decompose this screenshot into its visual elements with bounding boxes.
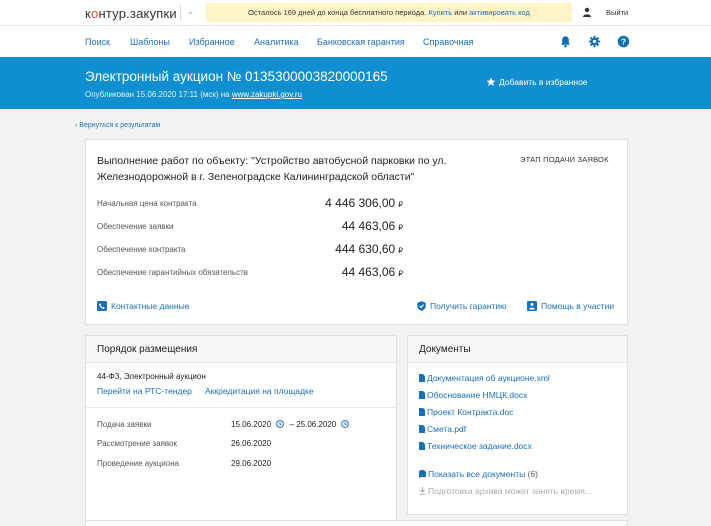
svg-text:?: ? [620, 36, 627, 47]
stage-badge: ЭТАП ПОДАЧИ ЗАЯВОК [520, 155, 609, 164]
trial-text: Осталось 169 дней до конца бесплатного периода. [248, 8, 427, 17]
warranty-security-value [342, 265, 403, 279]
go-to-platform-link[interactable]: Перейти на РТС-тендер [97, 386, 192, 396]
bell-icon[interactable] [559, 35, 572, 48]
file-icon [419, 425, 425, 433]
warranty-security-label: Обеспечение гарантийных обязательств [97, 268, 248, 277]
auction-label: Проведение аукциона [97, 459, 179, 468]
law-type: 44-ФЗ, Электронный аукцион [97, 372, 206, 381]
zakupki-link[interactable]: www.zakupki.gov.ru [231, 90, 302, 99]
nav-item-analytics[interactable]: Аналитика [254, 37, 299, 47]
submission-to: 25.06.2020 [296, 420, 337, 429]
file-icon [419, 442, 425, 450]
publication-info [85, 90, 302, 99]
bid-security-value [342, 219, 403, 233]
divider [180, 4, 181, 21]
trial-or: или [454, 8, 468, 17]
procurement-header [0, 57, 711, 109]
get-guarantee-label: Получить гарантию [430, 301, 507, 311]
top-bar [0, 0, 711, 26]
shield-icon [417, 301, 426, 311]
price-amount: 4 446 306,00 [325, 196, 396, 210]
next-section-card [85, 520, 628, 526]
document-link[interactable] [419, 373, 550, 383]
logo-text: нтур.закупки [98, 6, 177, 21]
clock-icon [341, 420, 349, 428]
price-value [325, 196, 403, 210]
star-icon [486, 77, 496, 87]
nav-item-reference[interactable]: Справочная [423, 37, 474, 47]
show-all-label: Показать все документы [428, 469, 526, 479]
contract-security-amount: 444 630,60 [335, 242, 396, 256]
documents-count: (6) [527, 469, 538, 479]
clock-icon [276, 420, 284, 428]
procurement-card [85, 139, 628, 325]
file-icon [419, 374, 425, 382]
currency-sign: ₽ [398, 200, 403, 209]
currency-sign: ₽ [398, 269, 403, 278]
review-label: Рассмотрение заявок [97, 439, 177, 448]
review-date: 26.06.2020 [231, 439, 272, 448]
logo[interactable] [85, 6, 177, 21]
document-link[interactable] [419, 390, 527, 400]
procurement-title: Выполнение работ по объекту: "Устройство автобусной парковки по ул. Железнодорожной в г. Зеленоградске Калининградской области" [97, 155, 447, 183]
documents-header [408, 336, 627, 363]
documents-card [407, 335, 628, 515]
activate-code-link[interactable]: активировать код [469, 8, 530, 17]
nav-item-search[interactable]: Поиск [85, 37, 110, 47]
archive-status [419, 486, 592, 496]
contract-security-value [335, 242, 403, 256]
download-icon [419, 487, 426, 495]
help-icon[interactable] [617, 35, 630, 48]
document-link[interactable] [419, 441, 532, 451]
files-icon [419, 470, 426, 478]
document-link[interactable] [419, 407, 514, 417]
submission-label: Подача заявки [97, 420, 152, 429]
favorite-label: Добавить в избранное [499, 77, 588, 87]
document-name: Смета.pdf [427, 424, 467, 434]
contract-security-label: Обеспечение контракта [97, 245, 186, 254]
document-name: Документация об аукционе.xml [427, 373, 550, 383]
bid-security-label: Обеспечение заявки [97, 222, 174, 231]
back-to-results-link[interactable]: ‹ Вернуться к результатам [75, 122, 161, 129]
show-all-documents-link[interactable] [419, 469, 538, 479]
file-icon [419, 391, 425, 399]
currency-sign: ₽ [398, 246, 403, 255]
date-dash: – [289, 420, 294, 429]
nav-item-favorites[interactable]: Избранное [189, 37, 235, 47]
user-icon[interactable] [582, 7, 592, 17]
accreditation-link[interactable]: Аккредитация на площадке [205, 386, 314, 396]
published-text: Опубликован 15.06.2020 17:11 (мск) на [85, 90, 230, 99]
submission-from: 15.06.2020 [231, 420, 272, 429]
auction-date: 29.06.2020 [231, 459, 272, 468]
nav-item-templates[interactable]: Шаблоны [130, 37, 170, 47]
add-to-favorites-button[interactable] [486, 77, 588, 87]
document-link[interactable] [419, 424, 466, 434]
trial-banner [206, 3, 572, 22]
document-name: Проект Контракта.doc [427, 407, 514, 417]
currency-sign: ₽ [398, 223, 403, 232]
document-name: Обоснование НМЦК.docx [427, 390, 528, 400]
document-name: Техническое задание.docx [427, 441, 532, 451]
documents-title: Документы [419, 344, 471, 355]
warranty-security-amount: 44 463,06 [341, 265, 396, 279]
placement-card [85, 335, 397, 526]
phone-icon [97, 301, 107, 311]
bid-security-amount: 44 463,06 [341, 219, 396, 233]
buy-link[interactable]: Купить [428, 8, 453, 17]
contacts-label: Контактные данные [111, 301, 190, 311]
contacts-link[interactable] [97, 301, 189, 311]
submission-dates [231, 420, 352, 429]
divider [86, 407, 396, 408]
logout-link[interactable]: Выйти [606, 8, 629, 17]
participation-help-link[interactable] [527, 301, 614, 311]
gear-icon[interactable] [588, 35, 601, 48]
archive-text: Подготовка архива может занять время... [428, 486, 592, 496]
get-guarantee-link[interactable] [417, 301, 507, 311]
file-icon [419, 408, 425, 416]
helper-icon [527, 301, 537, 311]
placement-header [86, 336, 396, 363]
logo-dot: о [91, 6, 99, 21]
logo-prefix: к [85, 6, 92, 21]
participation-help-label: Помощь в участии [541, 301, 615, 311]
chevron-down-icon[interactable]: ⌄ [187, 7, 194, 16]
price-label: Начальная цена контракта [97, 199, 197, 208]
main-nav [0, 26, 711, 57]
placement-title: Порядок размещения [97, 344, 198, 355]
page-title: Электронный аукцион № 0135300003820000165 [85, 69, 388, 84]
nav-item-bank-guarantee[interactable]: Банковская гарантия [317, 37, 405, 47]
